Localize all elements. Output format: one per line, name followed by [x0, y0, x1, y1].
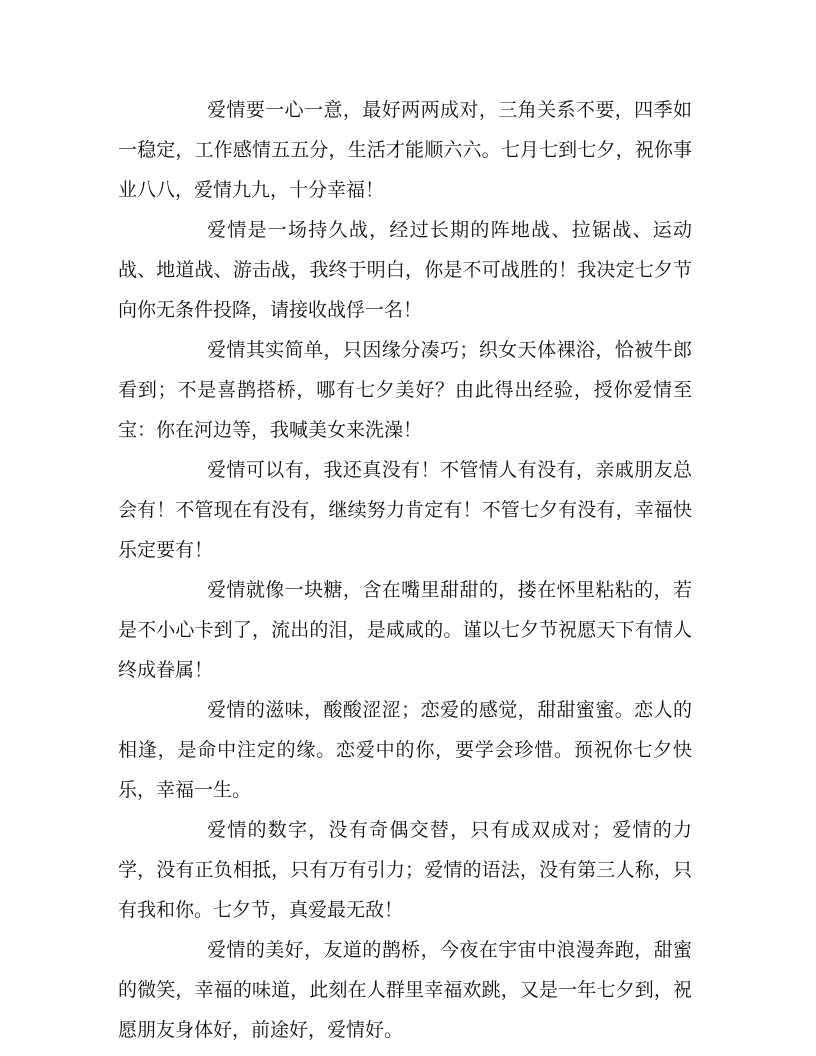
paragraph: 爱情的滋味，酸酸涩涩；恋爱的感觉，甜甜蜜蜜。恋人的相逢，是命中注定的缘。恋爱中的你，要学会珍惜。预祝你七夕快乐，幸福一生。: [118, 699, 692, 801]
paragraph: 爱情可以有，我还真没有！不管情人有没有，亲戚朋友总会有！不管现在有没有，继续努力肯定有！不管七夕有没有，幸福快乐定要有！: [118, 459, 692, 561]
paragraph: 爱情要一心一意，最好两两成对，三角关系不要，四季如一稳定，工作感情五五分，生活才能顺六六。七月七到七夕，祝你事业八八，爱情九九，十分幸福！: [118, 99, 692, 201]
paragraph: 爱情是一场持久战，经过长期的阵地战、拉锯战、运动战、地道战、游击战，我终于明白，你是不可战胜的！我决定七夕节向你无条件投降，请接收战俘一名！: [118, 219, 692, 321]
paragraph: 爱情的数字，没有奇偶交替，只有成双成对；爱情的力学，没有正负相抵，只有万有引力；爱情的语法，没有第三人称，只有我和你。七夕节，真爱最无敌！: [118, 819, 692, 921]
document-body: [118, 90, 692, 1050]
paragraph: 爱情就像一块糖，含在嘴里甜甜的，搂在怀里粘粘的，若是不小心卡到了，流出的泪，是咸咸的。谨以七夕节祝愿天下有情人终成眷属！: [118, 579, 692, 681]
paragraph: 爱情其实简单，只因缘分凑巧；织女天体裸浴，恰被牛郎看到；不是喜鹊搭桥，哪有七夕美好？由此得出经验，授你爱情至宝：你在河边等，我喊美女来洗澡！: [118, 339, 692, 441]
paragraph: 爱情的美好，友道的鹊桥，今夜在宇宙中浪漫奔跑，甜蜜的微笑，幸福的味道，此刻在人群里幸福欢跳，又是一年七夕到，祝愿朋友身体好，前途好，爱情好。: [118, 939, 692, 1041]
